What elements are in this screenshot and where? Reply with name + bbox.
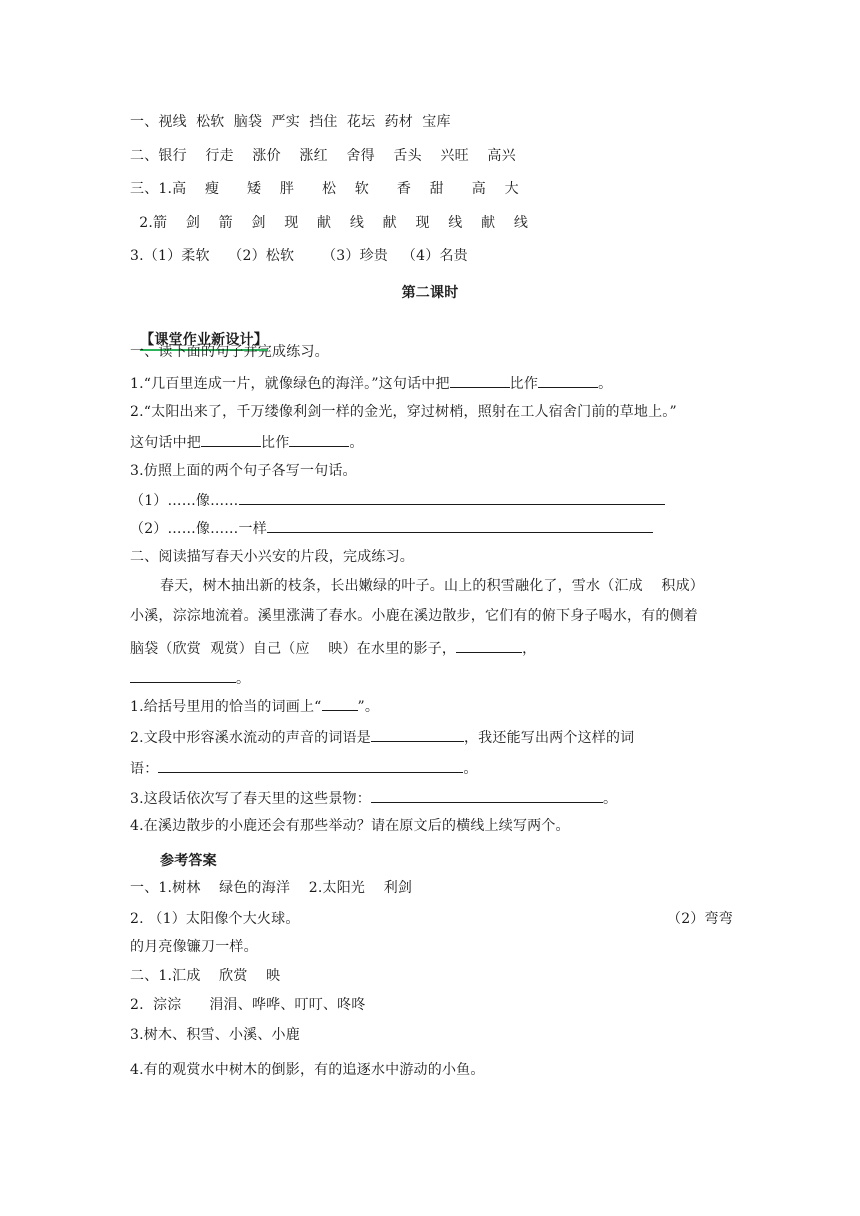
passage-comma: ， [522, 641, 537, 657]
answer-line-4: 2.箭 剑 箭 剑 现 献 线 献 现 线 献 线 [130, 215, 529, 231]
p2q2-after: ，我还能写出两个这样的词 [463, 730, 635, 746]
q3a-blank[interactable] [239, 491, 665, 505]
q2-blank-2[interactable] [289, 433, 349, 447]
reference-answer-2-right: （2）弯弯 [667, 911, 733, 927]
answer-line-3: 三、1.高 瘦 矮 胖 松 软 香 甜 高 大 [130, 181, 519, 197]
part1-question-2-line-2 [130, 433, 364, 451]
q1-end: 。 [598, 376, 613, 392]
answer-line-5: 3.（1）柔软 （2）松软 （3）珍贵 （4）名贵 [130, 248, 468, 264]
answer-line-2: 二、银行 行走 涨价 涨红 舍得 舌头 兴旺 高兴 [130, 148, 516, 164]
q1-blank-2[interactable] [538, 374, 598, 388]
q2-blank-1[interactable] [201, 433, 261, 447]
reference-title: 参考答案 [160, 853, 217, 869]
p2q1-start: 1.给括号里用的恰当的词画上“ [130, 699, 322, 715]
part1-heading: 一、读下面的句子并完成练习。 [130, 344, 329, 360]
part1-question-3b [130, 519, 653, 537]
p2q2-blank-1[interactable] [371, 728, 464, 742]
q2-start: 这句话中把 [130, 435, 201, 451]
reference-answer-4: 2. 淙淙 涓涓、哗哗、叮叮、咚咚 [130, 997, 366, 1013]
part1-question-3: 3.仿照上面的两个句子各写一句话。 [130, 463, 357, 479]
part2-heading: 二、阅读描写春天小兴安的片段，完成练习。 [130, 549, 414, 565]
passage-line-4-end: 。 [236, 671, 251, 687]
p2q3-blank[interactable] [371, 789, 603, 803]
part1-question-3a [130, 491, 665, 509]
reference-answer-2-cont: 的月亮像镰刀一样。 [130, 939, 258, 955]
part1-question-2-line-1: 2.“太阳出来了，千万缕像利剑一样的金光，穿过树梢，照射在工人宿舍门前的草地上。” [130, 404, 677, 420]
q3a-label: （1）……像…… [130, 493, 239, 509]
reference-answer-6: 4.有的观赏水中树木的倒影，有的追逐水中游动的小鱼。 [130, 1062, 485, 1078]
p2q1-blank[interactable] [322, 697, 358, 711]
passage-line-4 [130, 669, 250, 687]
q1-mid: 比作 [509, 376, 539, 392]
answer-line-1: 一、视线 松软 脑袋 严实 挡住 花坛 药材 宝库 [130, 114, 451, 130]
passage-line-1: 春天，树木抽出新的枝条，长出嫩绿的叶子。山上的积雪融化了，雪水（汇成 积成） [160, 578, 704, 594]
q3b-blank[interactable] [267, 519, 653, 533]
part2-question-2-line-2 [130, 759, 478, 777]
design-heading-text: 【课堂作业新设计】 [140, 332, 268, 351]
p2q2-start: 2.文段中形容溪水流动的声音的词语是 [130, 730, 371, 746]
part2-question-3 [130, 789, 617, 807]
reference-answer-1: 一、1.树林 绿色的海洋 2.太阳光 利剑 [130, 880, 413, 896]
p2q2-blank-2[interactable] [158, 759, 463, 773]
q3b-label: （2）……像……一样 [130, 521, 267, 537]
q2-end: 。 [349, 435, 364, 451]
passage-line-3 [130, 639, 536, 657]
part2-question-1 [130, 697, 379, 715]
passage-line-3-text: 脑袋（欣赏 观赏）自己（应 映）在水里的影子， [130, 641, 457, 657]
q1-text: 1.“几百里连成一片，就像绿色的海洋。”这句话中把 [130, 376, 450, 392]
p2q2-line2-end: 。 [463, 761, 478, 777]
section-title: 第二课时 [401, 285, 459, 301]
reference-answer-5: 3.树木、积雪、小溪、小鹿 [130, 1027, 300, 1043]
p2q1-end: ”。 [357, 699, 380, 715]
p2q3-end: 。 [602, 791, 618, 807]
part2-question-2 [130, 728, 634, 746]
part2-question-4: 4.在溪边散步的小鹿还会有那些举动？请在原文后的横线上续写两个。 [130, 818, 570, 834]
reference-answer-2-left: 2. （1）太阳像个大火球。 [130, 911, 300, 927]
reference-answer-3: 二、1.汇成 欣赏 映 [130, 968, 281, 984]
q1-blank-1[interactable] [450, 374, 510, 388]
q2-mid: 比作 [261, 435, 290, 451]
p2q2-line2: 语： [130, 761, 159, 777]
p2q3-start: 3.这段话依次写了春天里的这些景物： [130, 791, 371, 807]
passage-blank-2[interactable] [130, 669, 236, 683]
passage-blank-1[interactable] [456, 639, 522, 653]
passage-line-2: 小溪，淙淙地流着。溪里涨满了春水。小鹿在溪边散步，它们有的俯下身子喝水，有的侧着 [130, 608, 698, 624]
part1-question-1 [130, 374, 612, 392]
